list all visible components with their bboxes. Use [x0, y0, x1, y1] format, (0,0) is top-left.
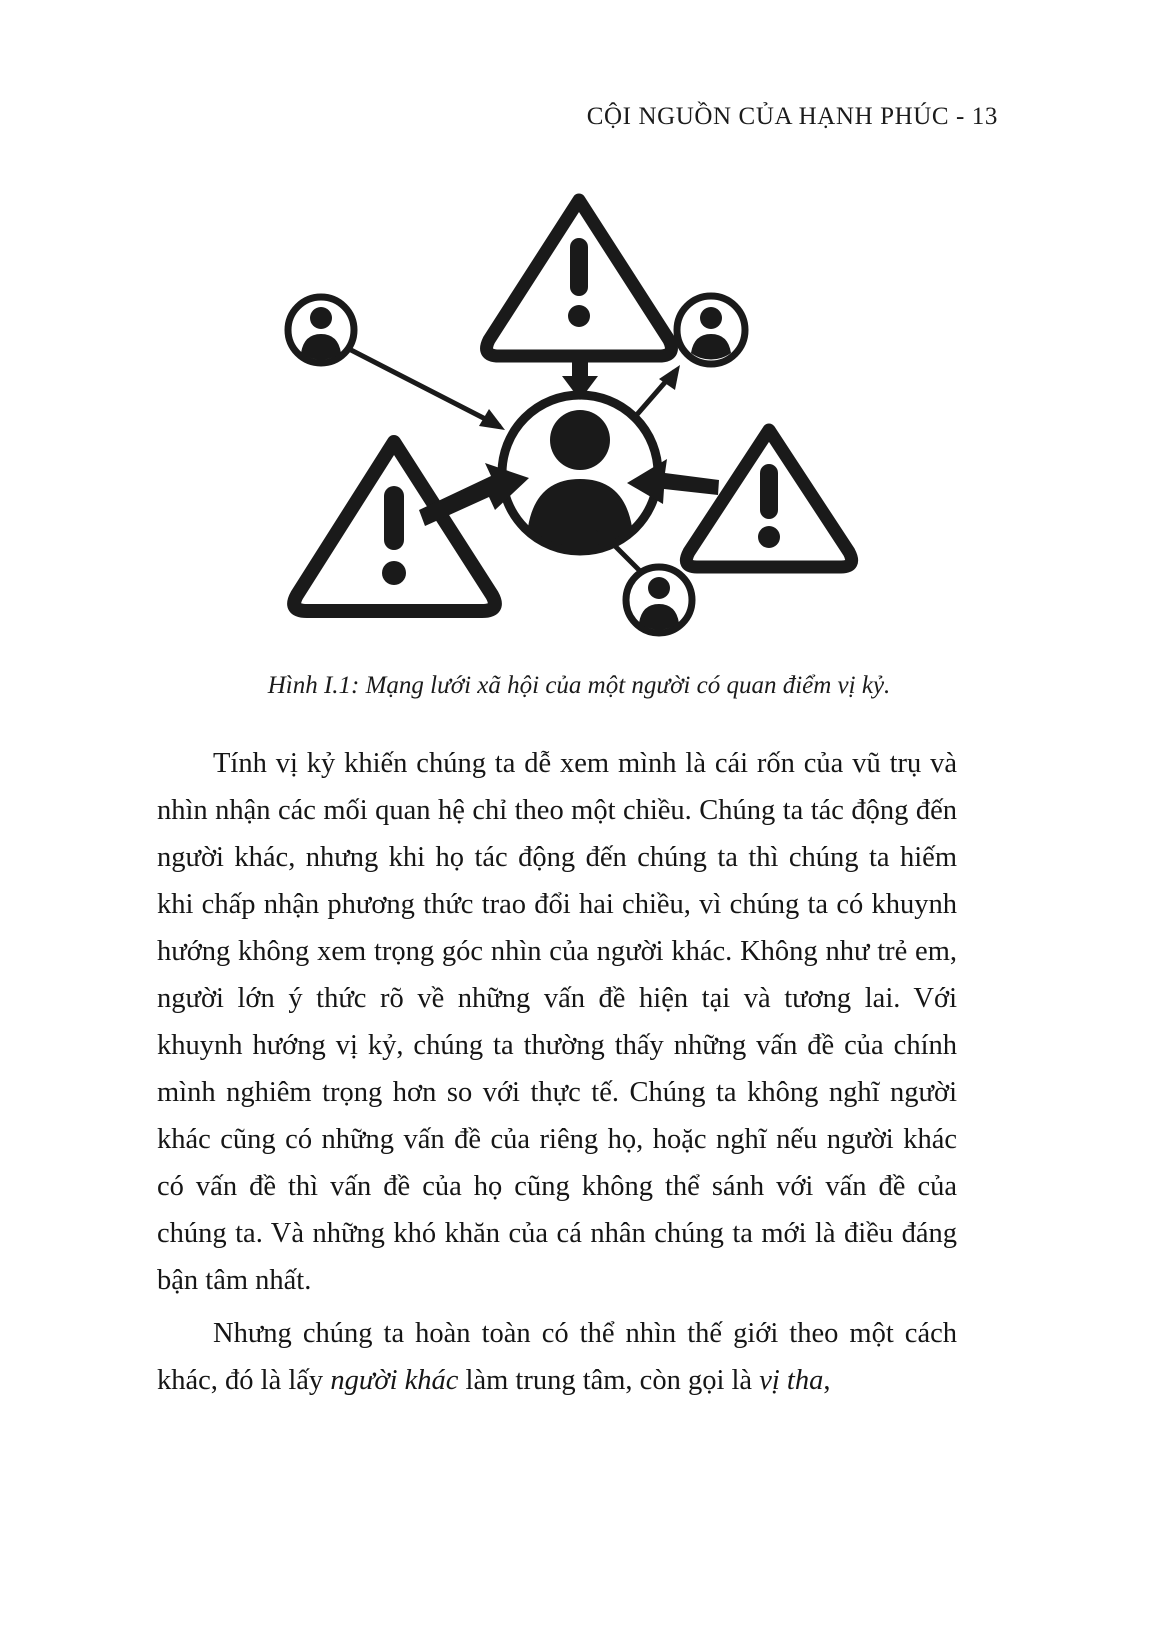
- warning-triangle-top: [487, 200, 672, 356]
- warning-triangle-right: [686, 430, 851, 567]
- person-circle-lower-right: [626, 567, 692, 633]
- figure-caption: Hình I.1: Mạng lưới xã hội của một người có quan điểm vị kỷ.: [267, 672, 891, 699]
- arrow-upper-left-to-center: [351, 350, 505, 430]
- arrow-center-to-upper-right: [634, 365, 680, 418]
- body-text: [157, 740, 957, 1404]
- running-head: CỘI NGUỒN CỦA HẠNH PHÚC - 13: [586, 103, 998, 130]
- paragraph-2: [157, 1310, 957, 1404]
- person-circle-upper-left: [288, 297, 354, 363]
- social-network-diagram: [199, 190, 959, 660]
- warning-triangle-left: [294, 442, 495, 611]
- person-circle-upper-right: [677, 296, 745, 364]
- paragraph-2-italic-1: người khác: [330, 1365, 459, 1396]
- paragraph-2-italic-2: vị tha: [759, 1365, 824, 1396]
- paragraph-2-part-1: Nhưng chúng ta hoàn toàn có thể nhìn thế giới theo một cách khác, đó là lấy: [157, 1318, 957, 1396]
- paragraph-2-part-3: ,: [823, 1365, 831, 1396]
- paragraph-1: Tính vị kỷ khiến chúng ta dễ xem mình là cái rốn của vũ trụ và nhìn nhận các mối quan hệ chỉ theo một chiều. Chúng ta tác động đến người khác, nhưng khi họ tác động đến chúng ta thì chúng ta hiếm khi chấp nhận phương thức trao đổi hai chiều, vì chúng ta có khuynh hướng không xem trọng góc nhìn của người khác. Không như trẻ em, người lớn ý thức rõ về những vấn đề hiện tại và tương lai. Với khuynh hướng vị kỷ, chúng ta thường thấy những vấn đề của chính mình nghiêm trọng hơn so với thực tế. Chúng ta không nghĩ người khác cũng có những vấn đề của riêng họ, hoặc nghĩ nếu người khác có vấn đề thì vấn đề của họ cũng không thể sánh với vấn đề của chúng ta. Và những khó khăn của cá nhân chúng ta mới là điều đáng bận tâm nhất.: [157, 748, 957, 1296]
- paragraph-2-part-2: làm trung tâm, còn gọi là: [458, 1365, 760, 1396]
- figure-social-network: [0, 190, 1158, 660]
